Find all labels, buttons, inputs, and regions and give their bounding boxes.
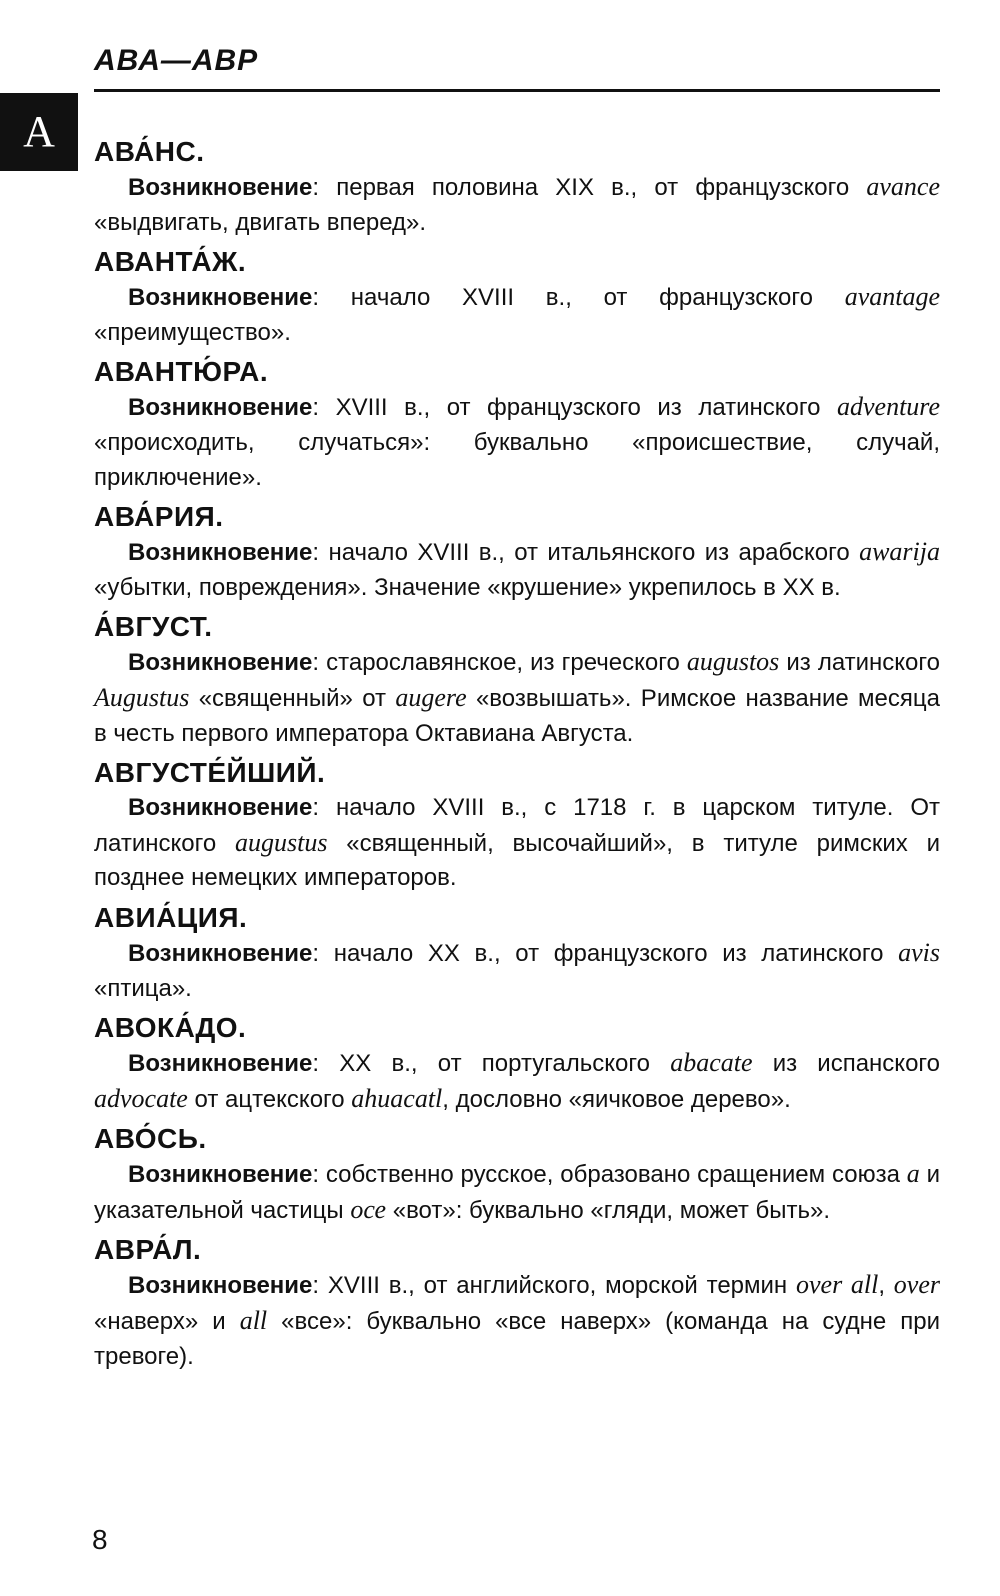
dictionary-entry: [94, 900, 940, 1006]
entry-text: : первая половина XIX в., от французского: [312, 174, 867, 201]
entry-text: : начало XVIII в., от французского: [312, 284, 845, 312]
entry-body: [94, 280, 940, 350]
foreign-term: augustus: [234, 827, 328, 857]
foreign-term: Augustus: [94, 682, 190, 712]
entry-text: : старославянское, из греческого: [312, 649, 687, 677]
entry-text: и указательной частицы: [94, 1161, 940, 1224]
entry-label: Возникновение: [128, 649, 313, 677]
entry-text: из испанского: [752, 1050, 940, 1078]
dictionary-entry: [94, 609, 940, 751]
dictionary-entry: [94, 354, 940, 495]
dictionary-entry: [94, 1010, 940, 1117]
entry-text: из латинского: [779, 649, 940, 677]
entry-text: «наверх» и: [94, 1308, 240, 1336]
foreign-term: over all: [796, 1270, 879, 1300]
foreign-term: adventure: [837, 392, 940, 422]
entry-text: : начало XVIII в., от итальянского из арабского: [312, 539, 860, 567]
entry-text: ,: [878, 1272, 894, 1300]
foreign-term: over: [893, 1270, 940, 1300]
entry-label: Возникновение: [128, 539, 313, 567]
entry-headword: АВАНТЮ́РА.: [94, 356, 269, 388]
entry-label: Возникновение: [128, 939, 313, 967]
entry-label: Возникновение: [128, 1050, 313, 1078]
entry-label: Возникновение: [128, 1161, 313, 1189]
entry-text: «вот»: буквально «гляди, может быть».: [386, 1196, 831, 1224]
entry-text: : XVIII в., от английского, морской термин: [312, 1272, 797, 1300]
foreign-term: all: [239, 1306, 268, 1336]
entry-label: Возникновение: [128, 174, 313, 201]
entry-label: Возникновение: [128, 794, 313, 822]
entry-body: [94, 645, 940, 751]
dictionary-entries: [94, 134, 940, 1378]
foreign-term: advocate: [94, 1083, 188, 1113]
entry-text: : начало XX в., от французского из латинского: [312, 939, 899, 967]
entry-text: : начало XVIII в., с 1718 г. в царском титуле. От латинского: [94, 794, 940, 857]
foreign-term: augustos: [686, 647, 780, 677]
entry-text: : XX в., от португальского: [312, 1050, 671, 1078]
foreign-term: ahuacatl: [351, 1083, 443, 1113]
entry-headword: АВА́НС.: [94, 136, 205, 167]
entry-body: [94, 791, 940, 896]
entry-text: «преимущество».: [94, 318, 291, 346]
entry-text: «священный, высочайший», в титуле римских и позднее немецких императоров.: [94, 829, 941, 892]
entry-text: «священный» от: [189, 684, 396, 712]
entry-headword: АВО́СЬ.: [94, 1123, 207, 1155]
dictionary-entry: [94, 755, 940, 896]
entry-body: [94, 1268, 940, 1374]
dictionary-entry: [94, 244, 940, 350]
dictionary-entry: [94, 1121, 940, 1228]
entry-text: : собственно русское, образовано сращением союза: [312, 1161, 907, 1189]
foreign-term: avis: [898, 937, 940, 967]
entry-text: «происходить, случаться»: буквально «происшествие, случай, приключение».: [94, 428, 940, 491]
foreign-term: abacate: [670, 1048, 753, 1078]
entry-headword: АВАНТА́Ж.: [94, 246, 247, 278]
entry-body: [94, 390, 940, 495]
entry-text: «все»: буквально «все наверх» (команда на судне при тревоге).: [94, 1308, 940, 1370]
entry-text: от ацтекского: [187, 1085, 352, 1113]
entry-label: Возникновение: [128, 1272, 313, 1300]
entry-headword: АВА́РИЯ.: [94, 501, 224, 533]
entry-headword: АВРА́Л.: [94, 1234, 202, 1266]
entry-text: «выдвигать, двигать вперед».: [94, 208, 427, 236]
foreign-term: awarija: [859, 537, 940, 567]
entry-text: «возвышать». Римское название месяца в честь первого императора Октавиана Августа.: [94, 684, 940, 747]
entry-headword: АВИА́ЦИЯ.: [94, 901, 248, 933]
entry-text: «птица».: [94, 974, 192, 1002]
header-rule: [94, 89, 940, 92]
foreign-term: а: [906, 1159, 920, 1189]
entry-headword: А́ВГУСТ.: [94, 611, 213, 643]
entry-body: [94, 535, 940, 605]
entry-text: , дословно «яичковое дерево».: [442, 1085, 791, 1113]
foreign-term: осе: [350, 1194, 387, 1224]
entry-label: Возникновение: [128, 394, 313, 422]
entry-body: [94, 936, 940, 1006]
letter-tab: А: [0, 93, 78, 171]
dictionary-entry: [94, 134, 940, 240]
dictionary-entry: [94, 1232, 940, 1374]
entry-body: [94, 1046, 940, 1117]
entry-headword: АВОКА́ДО.: [94, 1012, 247, 1044]
dictionary-entry: [94, 499, 940, 605]
entry-body: [94, 1157, 940, 1228]
entry-text: : XVIII в., от французского из латинского: [312, 394, 837, 422]
foreign-term: avance: [866, 172, 940, 201]
foreign-term: augere: [395, 682, 467, 712]
foreign-term: avantage: [844, 282, 940, 312]
entry-text: «убытки, повреждения». Значение «крушение» укрепилось в XX в.: [94, 573, 841, 601]
entry-label: Возникновение: [128, 284, 313, 312]
entry-headword: АВГУСТЕ́ЙШИЙ.: [94, 757, 326, 789]
page-number: 8: [92, 1524, 108, 1555]
entry-body: [94, 170, 940, 240]
running-head: АВА—АВР: [94, 44, 259, 77]
